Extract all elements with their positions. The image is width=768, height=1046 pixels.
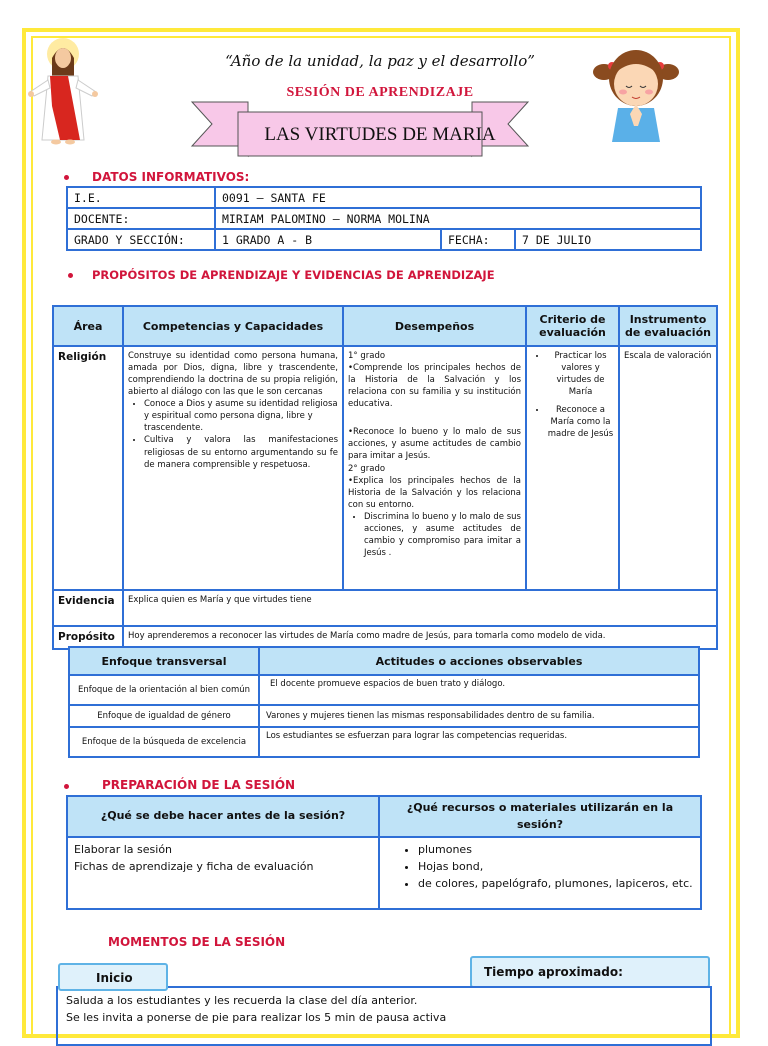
- motto-text: “Año de la unidad, la paz y el desarrollo”: [225, 52, 535, 70]
- enfoque-name: Enfoque de igualdad de género: [69, 705, 259, 727]
- criterios-list: [531, 350, 614, 440]
- grado-label: GRADO Y SECCIÓN:: [67, 229, 215, 250]
- inicio-text: [66, 992, 446, 1026]
- header-competencias: Competencias y Capacidades: [123, 306, 343, 346]
- grado1-label: 1° grado: [348, 351, 386, 361]
- praying-girl-illustration: [590, 42, 682, 142]
- bullet-icon: [64, 175, 69, 180]
- header-instrumento: Instrumento de evaluación: [619, 306, 717, 346]
- recurso-item: • de colores, papelógrafo, plumones, lapiceros, etc.: [418, 875, 694, 892]
- ie-value: 0091 – SANTA FE: [215, 187, 701, 208]
- preparacion-table: [66, 795, 702, 910]
- capacidad-item: • Cultiva y valora las manifestaciones religiosas de su entorno argumentando su fe de manera comprensible y respetuosa.: [144, 434, 338, 470]
- header-enfoque: Enfoque transversal: [69, 647, 259, 675]
- capacidades-list: [128, 398, 338, 470]
- recurso-item: • plumones: [418, 841, 694, 858]
- proposito-label: Propósito: [53, 626, 123, 649]
- momentos-section-title: MOMENTOS DE LA SESIÓN: [108, 935, 286, 949]
- area-value: Religión: [53, 346, 123, 590]
- instrumento-value: Escala de valoración: [619, 346, 717, 590]
- ie-label: I.E.: [67, 187, 215, 208]
- header-area: Área: [53, 306, 123, 346]
- datos-section-title: DATOS INFORMATIVOS:: [92, 170, 250, 184]
- preparacion-section-title: PREPARACIÓN DE LA SESIÓN: [102, 778, 296, 792]
- session-label: SESIÓN DE APRENDIZAJE: [286, 85, 474, 100]
- inicio-line: Se les invita a ponerse de pie para realizar los 5 min de pausa activa: [66, 1011, 447, 1025]
- bullet-icon: [64, 784, 69, 789]
- recurso-item: • Hojas bond,: [418, 858, 694, 875]
- fecha-value: 7 DE JULIO: [515, 229, 701, 250]
- propositos-section-title: PROPÓSITOS DE APRENDIZAJE Y EVIDENCIAS DE APRENDIZAJE: [92, 268, 495, 282]
- grado2-label: 2° grado: [348, 463, 386, 474]
- docente-value: MIRIAM PALOMINO – NORMA MOLINA: [215, 208, 701, 229]
- jesus-illustration: [22, 36, 104, 148]
- enfoque-actitud: Los estudiantes se esfuerzan para lograr las competencias requeridas.: [259, 727, 699, 757]
- header-actitudes: Actitudes o acciones observables: [259, 647, 699, 675]
- recursos-list: [386, 841, 694, 892]
- desempenos-cell: [343, 346, 526, 590]
- enfoque-name: Enfoque de la orientación al bien común: [69, 675, 259, 705]
- criterio-item: • Practicar los valores y virtudes de María: [547, 350, 614, 398]
- criterio-item: • Reconoce a María como la madre de Jesús: [547, 404, 614, 440]
- desempenos-list: [348, 511, 521, 559]
- docente-label: DOCENTE:: [67, 208, 215, 229]
- evidencia-label: Evidencia: [53, 590, 123, 626]
- desempeno-item: •Comprende los principales hechos de la Historia de la Salvación y los relaciona con su familia y su institución educativa.: [348, 363, 521, 410]
- antes-item: Elaborar la sesión: [74, 843, 173, 856]
- enfoque-actitud: Varones y mujeres tienen las mismas responsabilidades dentro de su familia.: [259, 705, 699, 727]
- competencia-main: Construye su identidad como persona humana, amada por Dios, digna, libre y trascendente, comprendiendo la doctrina de su propia religión, abierto al diálogo con las que le son cercanas: [128, 351, 338, 398]
- datos-table: [66, 186, 702, 251]
- enfoque-name: Enfoque de la búsqueda de excelencia: [69, 727, 259, 757]
- antes-cell: [67, 837, 379, 909]
- inicio-line: Saluda a los estudiantes y les recuerda la clase del día anterior.: [66, 994, 418, 1007]
- enfoques-table: [68, 646, 700, 758]
- header-recursos: ¿Qué recursos o materiales utilizarán en la sesión?: [379, 796, 701, 837]
- header-criterio: Criterio de evaluación: [526, 306, 619, 346]
- capacidad-item: • Conoce a Dios y asume su identidad religiosa y espiritual como persona digna, libre y trascendente.: [144, 398, 338, 434]
- inicio-box: [58, 963, 168, 991]
- enfoque-actitud: El docente promueve espacios de buen trato y diálogo.: [259, 675, 699, 705]
- antes-item: Fichas de aprendizaje y ficha de evaluación: [74, 860, 314, 874]
- competencias-cell: [123, 346, 343, 590]
- desempeno-item: • Discrimina lo bueno y lo malo de sus acciones, y asume actitudes de cambio y compromiso para imitar a Jesús .: [364, 511, 521, 559]
- tiempo-label: Tiempo aproximado:: [484, 965, 623, 979]
- session-title: LAS VIRTUDES DE MARIA: [264, 124, 496, 145]
- grado-value: 1 GRADO A - B: [215, 229, 441, 250]
- header-desempenos: Desempeños: [343, 306, 526, 346]
- propositos-table: [52, 305, 718, 650]
- inicio-label: Inicio: [96, 971, 133, 985]
- header-antes: ¿Qué se debe hacer antes de la sesión?: [67, 796, 379, 837]
- recursos-cell: [379, 837, 701, 909]
- desempeno-item: •Explica los principales hechos de la Historia de la Salvación y los relaciona con su entorno.: [348, 475, 521, 510]
- evidencia-text: Explica quien es María y que virtudes tiene: [123, 590, 717, 626]
- proposito-text: Hoy aprenderemos a reconocer las virtudes de María como madre de Jesús, para tomarla como modelo de vida.: [123, 626, 717, 649]
- tiempo-box: [470, 956, 710, 988]
- bullet-icon: [68, 273, 73, 278]
- criterios-cell: [526, 346, 619, 590]
- fecha-label: FECHA:: [441, 229, 515, 250]
- desempeno-item: •Reconoce lo bueno y lo malo de sus acciones, y asume actitudes de cambio para imitar a Jesús.: [348, 427, 521, 462]
